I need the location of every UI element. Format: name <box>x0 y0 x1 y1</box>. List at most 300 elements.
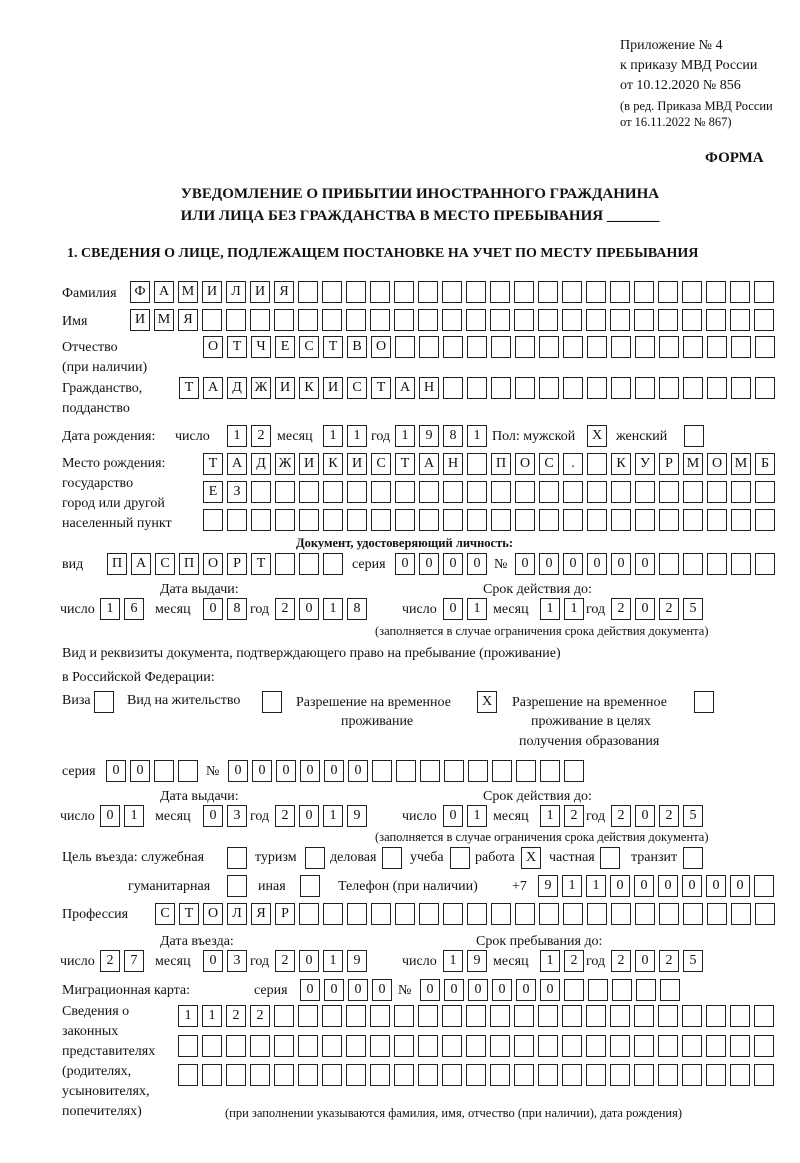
char-box[interactable]: О <box>515 453 535 475</box>
char-box[interactable] <box>394 309 414 331</box>
char-box[interactable] <box>466 281 486 303</box>
char-box[interactable] <box>658 1035 678 1057</box>
char-box[interactable]: 8 <box>347 598 367 620</box>
char-box[interactable]: 0 <box>539 553 559 575</box>
char-box[interactable]: 2 <box>564 805 584 827</box>
char-box[interactable]: С <box>299 336 319 358</box>
char-box[interactable] <box>490 309 510 331</box>
char-box[interactable]: 2 <box>611 598 631 620</box>
char-box[interactable] <box>443 509 463 531</box>
char-box[interactable]: 0 <box>635 805 655 827</box>
char-box[interactable] <box>563 903 583 925</box>
char-box[interactable] <box>659 553 679 575</box>
char-box[interactable]: И <box>202 281 222 303</box>
char-box[interactable]: А <box>131 553 151 575</box>
char-box[interactable] <box>442 309 462 331</box>
char-box[interactable]: 3 <box>227 805 247 827</box>
char-box[interactable] <box>682 1064 702 1086</box>
char-box[interactable]: 9 <box>467 950 487 972</box>
char-box[interactable] <box>562 1005 582 1027</box>
char-box[interactable] <box>370 1064 390 1086</box>
char-box[interactable]: 2 <box>564 950 584 972</box>
char-box[interactable]: 0 <box>348 760 368 782</box>
char-box[interactable]: 0 <box>492 979 512 1001</box>
char-box[interactable] <box>682 281 702 303</box>
checkbox[interactable] <box>684 425 704 447</box>
char-box[interactable] <box>587 509 607 531</box>
char-box[interactable] <box>322 281 342 303</box>
char-box[interactable] <box>370 309 390 331</box>
char-box[interactable]: 6 <box>124 598 144 620</box>
char-box[interactable] <box>516 760 536 782</box>
char-box[interactable] <box>395 336 415 358</box>
char-box[interactable] <box>490 1035 510 1057</box>
char-box[interactable]: 0 <box>228 760 248 782</box>
char-box[interactable] <box>418 1005 438 1027</box>
char-box[interactable] <box>419 336 439 358</box>
char-box[interactable]: М <box>731 453 751 475</box>
char-box[interactable]: 1 <box>467 598 487 620</box>
char-box[interactable]: А <box>227 453 247 475</box>
char-box[interactable]: А <box>395 377 415 399</box>
char-box[interactable] <box>514 1064 534 1086</box>
char-box[interactable] <box>442 1005 462 1027</box>
checkbox[interactable] <box>305 847 325 869</box>
char-box[interactable] <box>564 979 584 1001</box>
char-box[interactable]: Ф <box>130 281 150 303</box>
char-box[interactable] <box>323 553 343 575</box>
char-box[interactable] <box>731 509 751 531</box>
char-box[interactable] <box>635 903 655 925</box>
char-box[interactable]: 1 <box>202 1005 222 1027</box>
char-box[interactable]: 0 <box>635 598 655 620</box>
char-box[interactable]: В <box>347 336 367 358</box>
char-box[interactable] <box>371 481 391 503</box>
char-box[interactable] <box>659 336 679 358</box>
char-box[interactable] <box>586 281 606 303</box>
char-box[interactable] <box>706 1035 726 1057</box>
char-box[interactable]: И <box>275 377 295 399</box>
char-box[interactable] <box>298 1035 318 1057</box>
char-box[interactable] <box>659 377 679 399</box>
char-box[interactable]: 2 <box>659 805 679 827</box>
char-box[interactable] <box>491 509 511 531</box>
char-box[interactable] <box>251 481 271 503</box>
char-box[interactable]: 2 <box>250 1005 270 1027</box>
char-box[interactable]: И <box>323 377 343 399</box>
char-box[interactable]: 0 <box>372 979 392 1001</box>
char-box[interactable]: И <box>299 453 319 475</box>
char-box[interactable] <box>203 509 223 531</box>
char-box[interactable]: 1 <box>467 805 487 827</box>
char-box[interactable]: 0 <box>634 875 654 897</box>
char-box[interactable]: 0 <box>610 875 630 897</box>
char-box[interactable]: Н <box>419 377 439 399</box>
char-box[interactable] <box>538 281 558 303</box>
char-box[interactable] <box>755 903 775 925</box>
char-box[interactable] <box>419 509 439 531</box>
char-box[interactable]: 0 <box>468 979 488 1001</box>
char-box[interactable]: 1 <box>323 950 343 972</box>
char-box[interactable]: 1 <box>540 598 560 620</box>
char-box[interactable]: 1 <box>227 425 247 447</box>
char-box[interactable] <box>347 509 367 531</box>
char-box[interactable]: О <box>203 336 223 358</box>
char-box[interactable] <box>658 281 678 303</box>
char-box[interactable]: 0 <box>444 979 464 1001</box>
char-box[interactable] <box>346 1005 366 1027</box>
char-box[interactable] <box>442 1064 462 1086</box>
char-box[interactable]: 0 <box>348 979 368 1001</box>
char-box[interactable]: 0 <box>658 875 678 897</box>
char-box[interactable] <box>610 281 630 303</box>
char-box[interactable]: 1 <box>443 950 463 972</box>
char-box[interactable]: 0 <box>324 760 344 782</box>
char-box[interactable]: Р <box>659 453 679 475</box>
char-box[interactable] <box>539 336 559 358</box>
char-box[interactable] <box>755 336 775 358</box>
checkbox[interactable] <box>227 847 247 869</box>
char-box[interactable] <box>467 453 487 475</box>
char-box[interactable]: 0 <box>299 950 319 972</box>
char-box[interactable]: Т <box>227 336 247 358</box>
char-box[interactable]: Я <box>251 903 271 925</box>
char-box[interactable] <box>515 481 535 503</box>
char-box[interactable] <box>683 509 703 531</box>
char-box[interactable] <box>250 1064 270 1086</box>
char-box[interactable]: 5 <box>683 598 703 620</box>
char-box[interactable] <box>539 377 559 399</box>
char-box[interactable] <box>659 481 679 503</box>
char-box[interactable] <box>707 336 727 358</box>
char-box[interactable]: Р <box>275 903 295 925</box>
char-box[interactable] <box>322 1064 342 1086</box>
char-box[interactable] <box>730 1005 750 1027</box>
char-box[interactable] <box>682 1035 702 1057</box>
char-box[interactable] <box>634 281 654 303</box>
char-box[interactable] <box>515 903 535 925</box>
char-box[interactable]: Н <box>443 453 463 475</box>
char-box[interactable] <box>707 553 727 575</box>
char-box[interactable] <box>275 509 295 531</box>
char-box[interactable] <box>635 336 655 358</box>
char-box[interactable] <box>730 1064 750 1086</box>
char-box[interactable] <box>274 1064 294 1086</box>
char-box[interactable]: Ж <box>251 377 271 399</box>
char-box[interactable] <box>682 1005 702 1027</box>
char-box[interactable] <box>347 903 367 925</box>
char-box[interactable]: 1 <box>323 805 343 827</box>
char-box[interactable] <box>250 309 270 331</box>
char-box[interactable]: О <box>203 903 223 925</box>
char-box[interactable] <box>706 309 726 331</box>
char-box[interactable]: Р <box>227 553 247 575</box>
char-box[interactable]: 0 <box>299 598 319 620</box>
char-box[interactable] <box>731 553 751 575</box>
char-box[interactable]: А <box>203 377 223 399</box>
char-box[interactable] <box>466 309 486 331</box>
char-box[interactable] <box>154 760 174 782</box>
char-box[interactable]: 0 <box>515 553 535 575</box>
char-box[interactable] <box>467 903 487 925</box>
char-box[interactable] <box>443 336 463 358</box>
char-box[interactable] <box>347 481 367 503</box>
char-box[interactable] <box>563 481 583 503</box>
char-box[interactable]: 2 <box>611 805 631 827</box>
char-box[interactable]: М <box>683 453 703 475</box>
char-box[interactable]: 0 <box>203 950 223 972</box>
char-box[interactable]: 5 <box>683 805 703 827</box>
char-box[interactable]: А <box>419 453 439 475</box>
char-box[interactable] <box>322 1035 342 1057</box>
char-box[interactable] <box>538 1064 558 1086</box>
char-box[interactable]: 0 <box>587 553 607 575</box>
char-box[interactable]: 2 <box>275 598 295 620</box>
checkbox[interactable]: X <box>587 425 607 447</box>
char-box[interactable] <box>731 481 751 503</box>
char-box[interactable] <box>611 903 631 925</box>
char-box[interactable] <box>730 281 750 303</box>
char-box[interactable] <box>754 281 774 303</box>
char-box[interactable] <box>636 979 656 1001</box>
char-box[interactable]: Л <box>227 903 247 925</box>
char-box[interactable] <box>323 903 343 925</box>
char-box[interactable] <box>634 309 654 331</box>
char-box[interactable]: Я <box>274 281 294 303</box>
char-box[interactable]: 1 <box>467 425 487 447</box>
char-box[interactable] <box>634 1035 654 1057</box>
char-box[interactable] <box>202 1064 222 1086</box>
char-box[interactable] <box>346 1035 366 1057</box>
char-box[interactable]: С <box>155 903 175 925</box>
char-box[interactable]: П <box>179 553 199 575</box>
char-box[interactable]: Я <box>178 309 198 331</box>
char-box[interactable]: С <box>347 377 367 399</box>
char-box[interactable] <box>610 1064 630 1086</box>
char-box[interactable] <box>395 481 415 503</box>
char-box[interactable]: 2 <box>275 805 295 827</box>
char-box[interactable] <box>443 903 463 925</box>
char-box[interactable]: Д <box>251 453 271 475</box>
char-box[interactable] <box>682 309 702 331</box>
char-box[interactable]: 0 <box>419 553 439 575</box>
char-box[interactable]: 5 <box>683 950 703 972</box>
char-box[interactable] <box>322 309 342 331</box>
char-box[interactable] <box>419 481 439 503</box>
char-box[interactable]: 2 <box>611 950 631 972</box>
char-box[interactable] <box>731 336 751 358</box>
char-box[interactable]: 0 <box>467 553 487 575</box>
char-box[interactable] <box>274 1005 294 1027</box>
char-box[interactable] <box>394 1064 414 1086</box>
char-box[interactable] <box>587 453 607 475</box>
char-box[interactable] <box>442 1035 462 1057</box>
char-box[interactable]: 1 <box>562 875 582 897</box>
char-box[interactable]: 9 <box>347 805 367 827</box>
char-box[interactable] <box>611 509 631 531</box>
char-box[interactable] <box>707 509 727 531</box>
char-box[interactable] <box>467 336 487 358</box>
char-box[interactable]: 3 <box>227 950 247 972</box>
char-box[interactable] <box>564 760 584 782</box>
char-box[interactable]: Е <box>275 336 295 358</box>
char-box[interactable]: 2 <box>226 1005 246 1027</box>
char-box[interactable] <box>610 1035 630 1057</box>
char-box[interactable] <box>515 377 535 399</box>
char-box[interactable] <box>707 903 727 925</box>
char-box[interactable]: П <box>491 453 511 475</box>
char-box[interactable]: 0 <box>635 950 655 972</box>
char-box[interactable] <box>226 309 246 331</box>
char-box[interactable]: 0 <box>516 979 536 1001</box>
char-box[interactable] <box>227 509 247 531</box>
char-box[interactable]: 8 <box>443 425 463 447</box>
char-box[interactable] <box>731 377 751 399</box>
char-box[interactable]: 1 <box>540 950 560 972</box>
checkbox[interactable] <box>382 847 402 869</box>
char-box[interactable] <box>418 281 438 303</box>
char-box[interactable]: 2 <box>659 950 679 972</box>
char-box[interactable] <box>755 553 775 575</box>
char-box[interactable] <box>467 509 487 531</box>
char-box[interactable] <box>586 1064 606 1086</box>
checkbox[interactable] <box>94 691 114 713</box>
char-box[interactable]: 1 <box>323 425 343 447</box>
char-box[interactable] <box>563 377 583 399</box>
char-box[interactable]: Д <box>227 377 247 399</box>
char-box[interactable]: Ж <box>275 453 295 475</box>
char-box[interactable] <box>563 509 583 531</box>
char-box[interactable]: 0 <box>203 598 223 620</box>
char-box[interactable] <box>275 553 295 575</box>
char-box[interactable] <box>323 509 343 531</box>
char-box[interactable] <box>611 336 631 358</box>
char-box[interactable] <box>707 481 727 503</box>
char-box[interactable] <box>322 1005 342 1027</box>
char-box[interactable]: 0 <box>252 760 272 782</box>
char-box[interactable]: С <box>371 453 391 475</box>
char-box[interactable]: 7 <box>124 950 144 972</box>
char-box[interactable] <box>490 1064 510 1086</box>
char-box[interactable] <box>299 553 319 575</box>
checkbox[interactable] <box>227 875 247 897</box>
char-box[interactable] <box>299 903 319 925</box>
char-box[interactable] <box>587 336 607 358</box>
char-box[interactable] <box>587 903 607 925</box>
char-box[interactable] <box>754 1005 774 1027</box>
char-box[interactable] <box>586 1035 606 1057</box>
char-box[interactable] <box>251 509 271 531</box>
char-box[interactable] <box>444 760 464 782</box>
char-box[interactable] <box>346 281 366 303</box>
char-box[interactable] <box>346 309 366 331</box>
char-box[interactable] <box>299 481 319 503</box>
char-box[interactable] <box>514 281 534 303</box>
char-box[interactable] <box>658 1005 678 1027</box>
char-box[interactable]: 0 <box>443 805 463 827</box>
char-box[interactable] <box>611 377 631 399</box>
char-box[interactable] <box>586 309 606 331</box>
char-box[interactable] <box>587 481 607 503</box>
char-box[interactable] <box>202 309 222 331</box>
char-box[interactable] <box>394 281 414 303</box>
char-box[interactable] <box>467 377 487 399</box>
char-box[interactable] <box>659 509 679 531</box>
char-box[interactable]: 9 <box>419 425 439 447</box>
char-box[interactable] <box>418 1064 438 1086</box>
char-box[interactable]: Т <box>371 377 391 399</box>
char-box[interactable] <box>706 1005 726 1027</box>
char-box[interactable]: С <box>539 453 559 475</box>
char-box[interactable] <box>274 309 294 331</box>
char-box[interactable] <box>514 309 534 331</box>
char-box[interactable]: К <box>299 377 319 399</box>
char-box[interactable] <box>371 509 391 531</box>
char-box[interactable]: 0 <box>611 553 631 575</box>
char-box[interactable] <box>490 281 510 303</box>
char-box[interactable]: 1 <box>323 598 343 620</box>
char-box[interactable] <box>754 1035 774 1057</box>
char-box[interactable] <box>394 1035 414 1057</box>
char-box[interactable] <box>634 1064 654 1086</box>
char-box[interactable] <box>538 1035 558 1057</box>
char-box[interactable] <box>540 760 560 782</box>
char-box[interactable]: О <box>707 453 727 475</box>
char-box[interactable] <box>492 760 512 782</box>
char-box[interactable] <box>683 336 703 358</box>
char-box[interactable] <box>418 1035 438 1057</box>
char-box[interactable] <box>515 336 535 358</box>
char-box[interactable]: К <box>323 453 343 475</box>
char-box[interactable]: М <box>154 309 174 331</box>
checkbox[interactable] <box>300 875 320 897</box>
char-box[interactable]: 0 <box>106 760 126 782</box>
char-box[interactable]: 0 <box>203 805 223 827</box>
char-box[interactable]: 0 <box>706 875 726 897</box>
char-box[interactable]: 0 <box>300 979 320 1001</box>
char-box[interactable] <box>395 903 415 925</box>
char-box[interactable] <box>466 1005 486 1027</box>
char-box[interactable]: П <box>107 553 127 575</box>
char-box[interactable]: З <box>227 481 247 503</box>
char-box[interactable] <box>755 509 775 531</box>
char-box[interactable] <box>611 481 631 503</box>
char-box[interactable]: 0 <box>730 875 750 897</box>
char-box[interactable] <box>754 1064 774 1086</box>
char-box[interactable] <box>587 377 607 399</box>
char-box[interactable]: К <box>611 453 631 475</box>
char-box[interactable]: 0 <box>420 979 440 1001</box>
char-box[interactable]: 2 <box>659 598 679 620</box>
char-box[interactable] <box>491 336 511 358</box>
char-box[interactable] <box>466 1035 486 1057</box>
char-box[interactable] <box>419 903 439 925</box>
char-box[interactable] <box>514 1005 534 1027</box>
char-box[interactable]: Б <box>755 453 775 475</box>
char-box[interactable]: 0 <box>395 553 415 575</box>
char-box[interactable] <box>396 760 416 782</box>
char-box[interactable] <box>562 1064 582 1086</box>
char-box[interactable] <box>562 309 582 331</box>
char-box[interactable] <box>418 309 438 331</box>
char-box[interactable]: С <box>155 553 175 575</box>
char-box[interactable] <box>588 979 608 1001</box>
char-box[interactable] <box>468 760 488 782</box>
char-box[interactable]: Т <box>395 453 415 475</box>
char-box[interactable] <box>683 481 703 503</box>
char-box[interactable] <box>683 377 703 399</box>
char-box[interactable]: 1 <box>564 598 584 620</box>
